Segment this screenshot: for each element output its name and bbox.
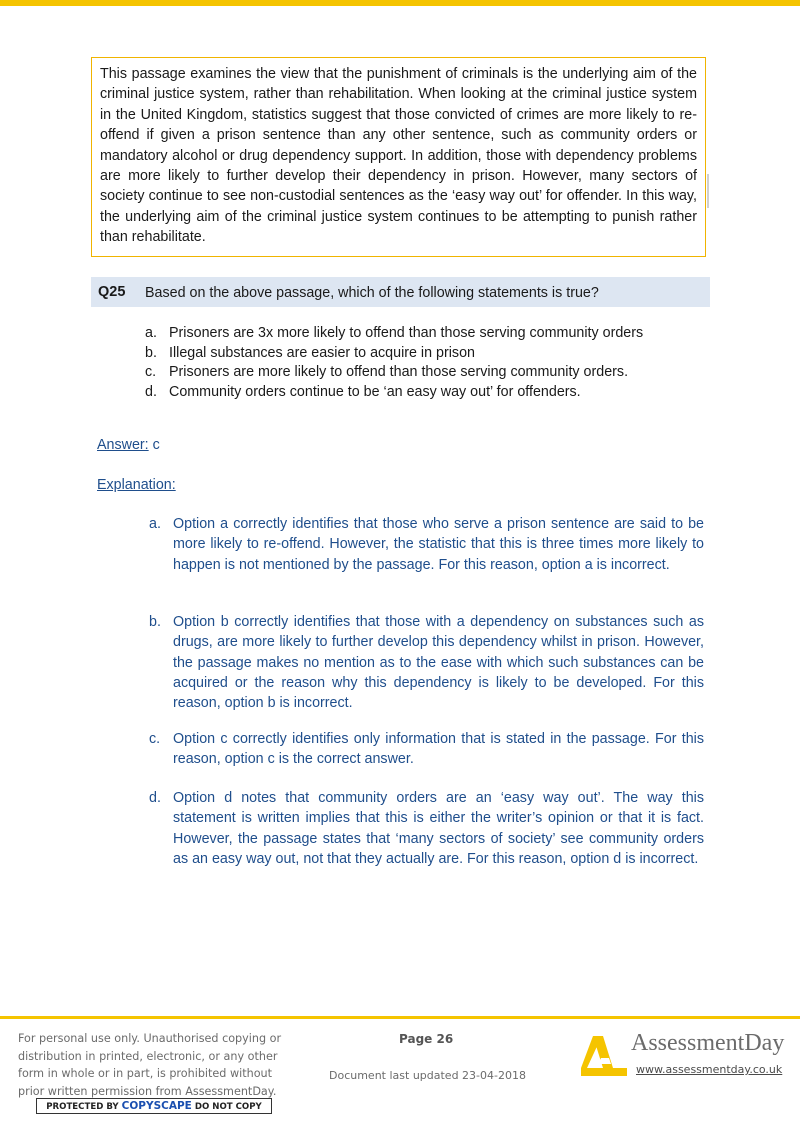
explanation-text: Option c correctly identifies only information that is stated in the passage. For this reason, option c is the correct answer. (173, 731, 704, 768)
question-number: Q25 (98, 284, 126, 300)
explanation-label: Explanation: (97, 477, 176, 493)
assessmentday-logo-icon (579, 1032, 631, 1076)
option-text: Illegal substances are easier to acquire in prison (169, 344, 475, 361)
option-d (145, 383, 643, 403)
option-text: Prisoners are 3x more likely to offend than those serving community orders (169, 325, 644, 341)
website-link[interactable]: www.assessmentday.co.uk (636, 1063, 783, 1076)
option-letter: d. (145, 383, 157, 400)
explanation-item-c (149, 729, 704, 770)
option-letter: a. (145, 325, 157, 341)
option-text: Community orders continue to be ‘an easy way out’ for offenders. (169, 383, 581, 400)
option-a (145, 324, 643, 344)
explanation-letter: a. (149, 516, 161, 532)
explanation-letter: b. (149, 614, 161, 630)
option-c (145, 363, 643, 383)
explanation-letter: c. (149, 731, 161, 747)
copyscape-badge[interactable] (36, 1098, 272, 1114)
question-header (91, 277, 710, 307)
footer-rule (0, 1016, 800, 1019)
copyscape-brand: COPYSCAPE (121, 1100, 192, 1112)
option-text: Prisoners are more likely to offend than those serving community orders. (169, 364, 629, 381)
last-updated: Document last updated 23-04-2018 (329, 1069, 526, 1082)
copyscape-prefix: PROTECTED BY (46, 1102, 122, 1112)
passage-text: This passage examines the view that the punishment of criminals is the underlying aim of the criminal justice system, rather than rehabilitation. When looking at the criminal justice system in the United Kingdom, statistics suggest that those convicted of crimes are more likely to re-offend if given a prison sentence than any other sentence, such as community orders or mandatory alcohol or drug dependency support. In addition, those with dependency problems are more likely to further develop their dependency in prison. However, many sectors of society continue to see non-custodial sentences as the ‘easy way out’ for offender. In this way, the underlying aim of the criminal justice system continues to be attempting to punish rather than rehabilitate. (100, 66, 697, 246)
explanation-item-b (149, 612, 704, 713)
explanation-item-d (149, 788, 704, 869)
copyscape-suffix: DO NOT COPY (191, 1102, 262, 1112)
answer-label: Answer: (97, 437, 149, 453)
answer-line (97, 437, 160, 453)
option-letter: b. (145, 344, 157, 361)
explanation-text: Option b correctly identifies that those with a dependency on substances such as drugs, are more likely to further develop this dependency whilst in prison. However, the passage makes no mention as to the ease with which such substances can be acquired or the reason why this dependency is likely to be developed. For this reason, option b is incorrect. (173, 614, 704, 712)
option-b (145, 344, 643, 364)
top-accent-bar (0, 0, 800, 6)
answer-options (145, 324, 643, 402)
answer-value: c (148, 437, 160, 453)
passage-side-tab (707, 174, 709, 208)
passage-box (91, 57, 706, 257)
option-letter: c. (145, 364, 157, 381)
page-number: Page 26 (399, 1032, 454, 1046)
explanation-letter: d. (149, 790, 161, 806)
explanation-text: Option d notes that community orders are an ‘easy way out’. The way this statement is written implies that this is either the writer’s opinion or that it is fact. However, the passage states that ‘many sectors of society’ see community orders as an easy way out, not that they actually are. For this reason, option d is incorrect. (173, 790, 704, 867)
explanation-text: Option a correctly identifies that those who serve a prison sentence are said to be more likely to re-offend. However, the statistic that this is three times more likely to happen is not mentioned by the passage. For this reason, option a is incorrect. (173, 516, 704, 573)
copyright-notice: For personal use only. Unauthorised copying or distribution in printed, electronic, or any other form in whole or in part, is prohibited without prior written permission from AssessmentDay. (18, 1032, 282, 1098)
explanation-item-a (149, 514, 704, 575)
question-text: Based on the above passage, which of the following statements is true? (145, 285, 599, 301)
brand-logo-text: AssessmentDay (631, 1030, 785, 1056)
